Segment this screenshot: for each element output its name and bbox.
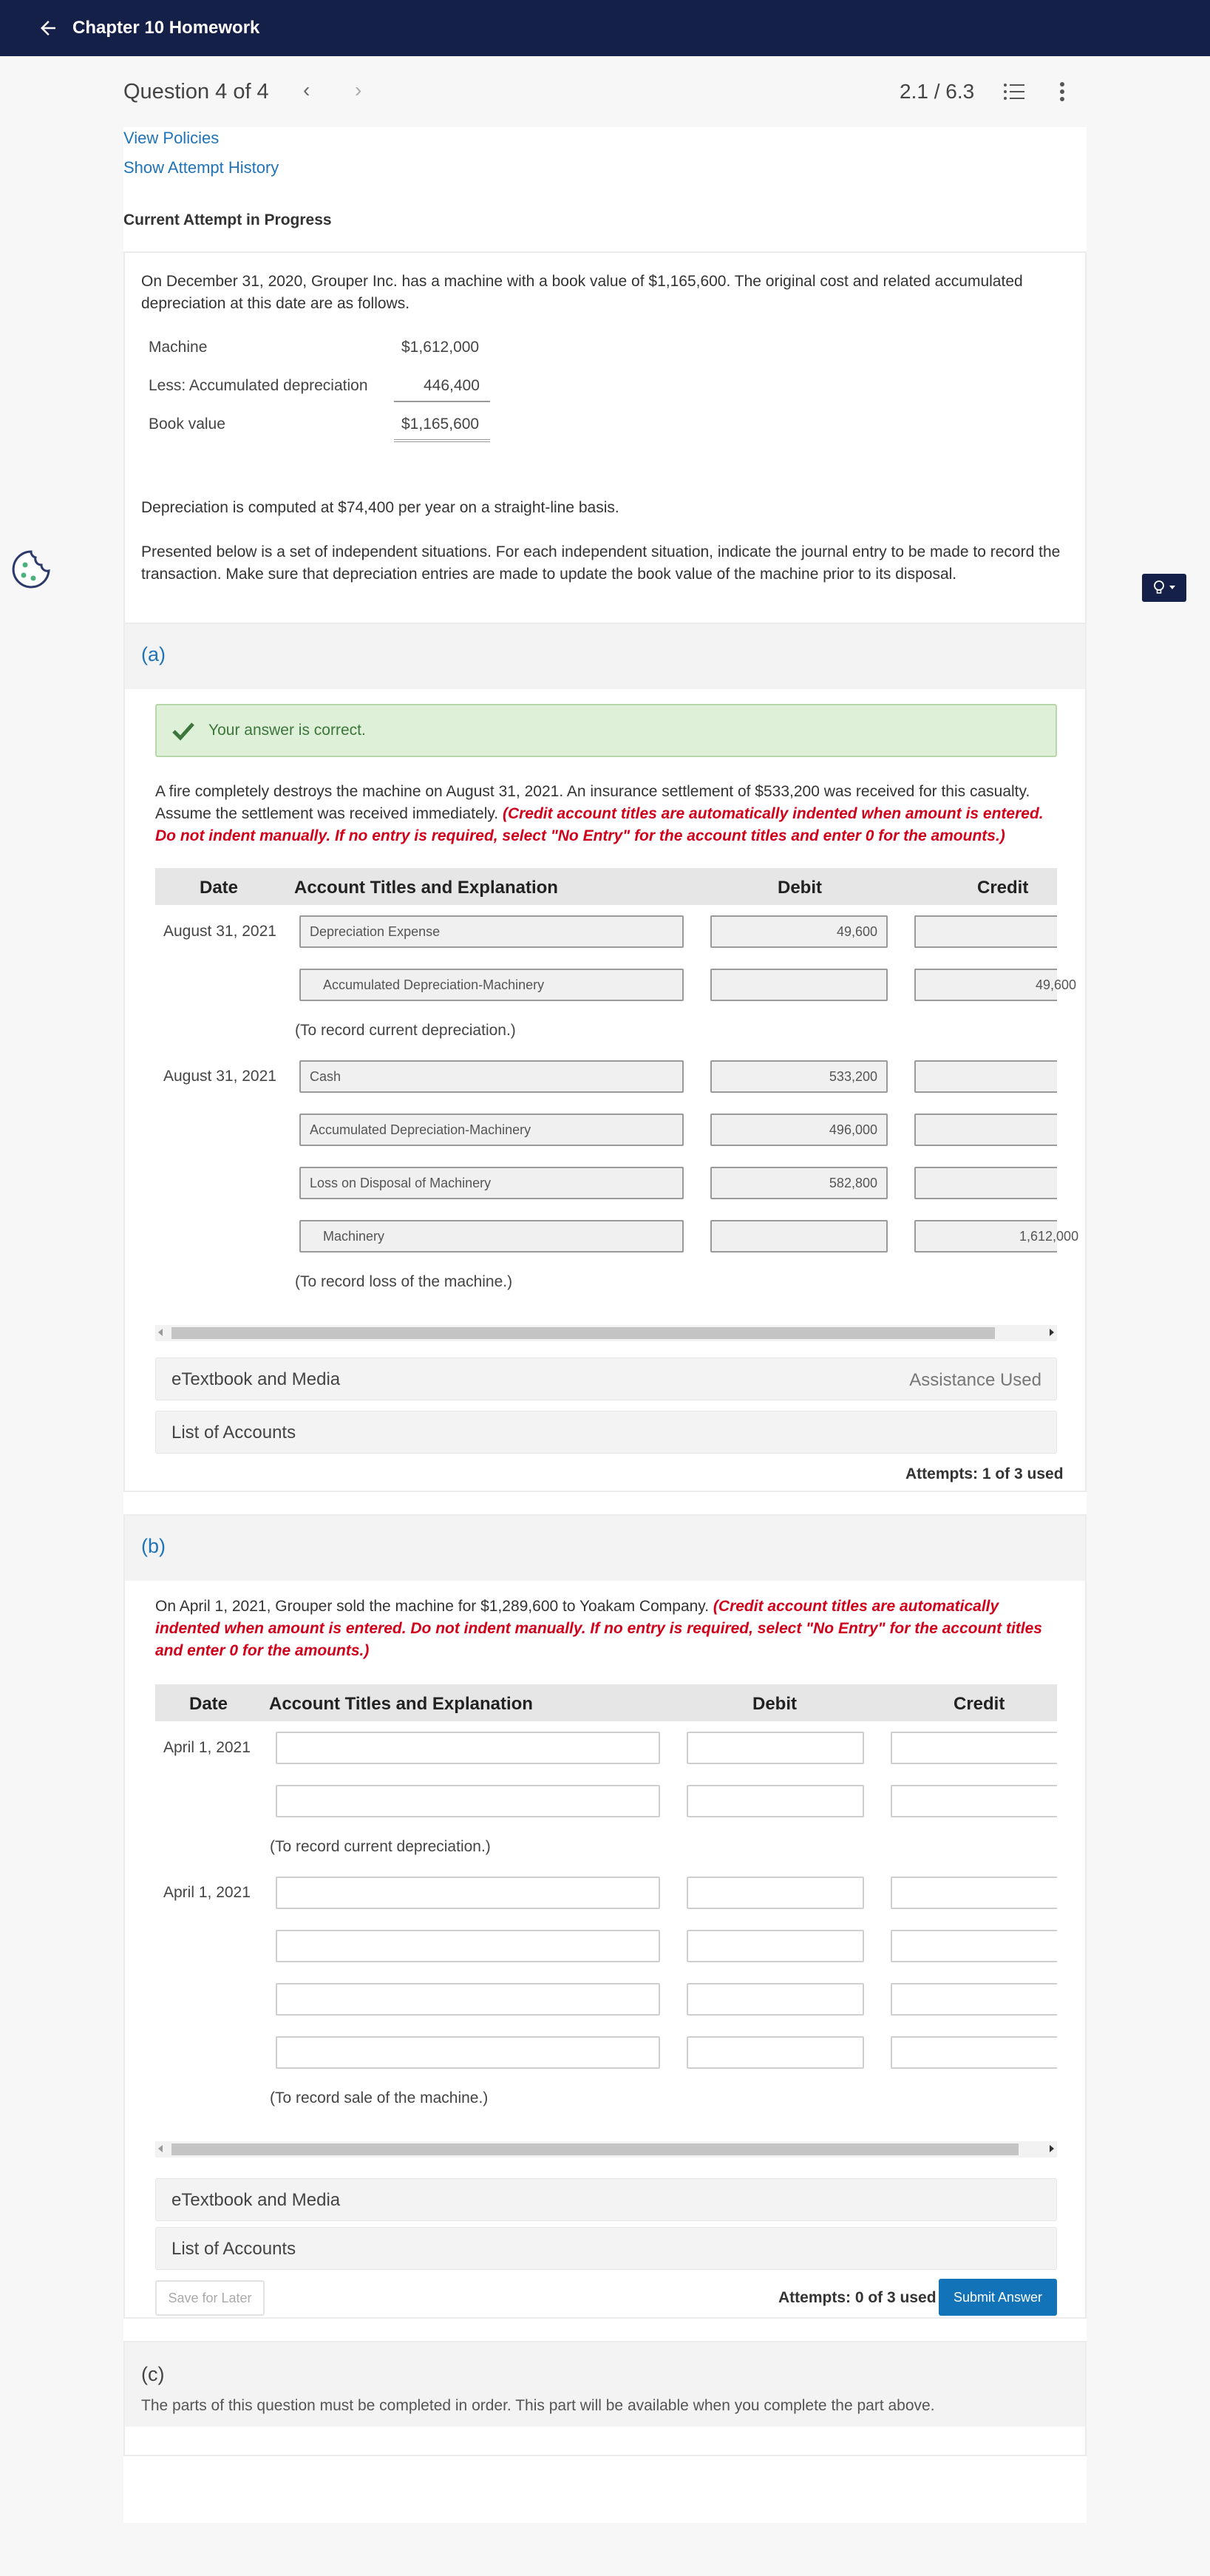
debit-input[interactable] (710, 1220, 888, 1253)
debit-input[interactable]: 49,600 (710, 915, 888, 948)
checkmark-icon (171, 720, 195, 742)
bv-label-accum-dep: Less: Accumulated depreciation (149, 377, 368, 394)
debit-input[interactable] (687, 1877, 864, 1909)
prev-question-icon[interactable]: ‹ (303, 78, 310, 101)
question-counter: Question 4 of 4 (123, 80, 269, 104)
account-input[interactable] (276, 1732, 660, 1764)
credit-input[interactable]: 1,612,000 (914, 1220, 1057, 1253)
account-input[interactable]: Accumulated Depreciation-Machinery (299, 1114, 684, 1146)
scroll-right-icon[interactable] (1050, 2145, 1054, 2152)
credit-input[interactable] (891, 1877, 1057, 1909)
col-date: Date (200, 878, 239, 898)
etextbook-label: eTextbook and Media (171, 1369, 341, 1389)
top-header (0, 0, 1210, 56)
entry-date: April 1, 2021 (163, 1884, 251, 1901)
account-input[interactable] (276, 1785, 660, 1817)
etextbook-bar[interactable] (155, 1358, 1057, 1400)
problem-intro: On December 31, 2020, Grouper Inc. has a machine with a book value of $1,165,600. The original cost and related accumulated depreciation at this date are as follows. (141, 273, 1023, 312)
col-credit: Credit (977, 878, 1029, 898)
credit-input[interactable] (891, 2036, 1057, 2069)
part-a-instructions (155, 781, 1057, 847)
part-a-header (125, 624, 1085, 689)
account-input[interactable]: Accumulated Depreciation-Machinery (299, 969, 684, 1001)
part-b-text: On April 1, 2021, Grouper sold the machine for $1,289,600 to Yoakam Company. (155, 1598, 713, 1615)
question-list-icon[interactable] (1003, 83, 1025, 101)
col-credit: Credit (954, 1694, 1005, 1714)
save-for-later-button[interactable]: Save for Later (155, 2280, 265, 2316)
part-c-locked-message: The parts of this question must be completed in order. This part will be available when you complete the part above. (141, 2397, 935, 2414)
etextbook-label: eTextbook and Media (171, 2190, 341, 2210)
debit-input[interactable] (687, 1930, 864, 1962)
scrollbar-thumb[interactable] (171, 2143, 1019, 2155)
back-arrow-icon[interactable] (37, 17, 59, 39)
entry-date: August 31, 2021 (163, 1068, 276, 1085)
submit-answer-button[interactable]: Submit Answer (939, 2279, 1057, 2316)
part-a-red-note: (Credit account titles are automatically indented when amount is entered. Do not indent manually. If no entry is required, select "No Entry" for the account titles and enter 0 for the amounts.) (155, 805, 1044, 844)
credit-input[interactable] (891, 1930, 1057, 1962)
debit-input[interactable]: 496,000 (710, 1114, 888, 1146)
attempts-counter: Attempts: 1 of 3 used (905, 1465, 1064, 1482)
question-nav-bar (0, 56, 1210, 127)
cookie-settings-icon[interactable] (10, 549, 52, 590)
scroll-left-icon[interactable] (158, 1329, 163, 1336)
attempt-status-heading: Current Attempt in Progress (123, 211, 332, 228)
account-input[interactable]: Cash (299, 1060, 684, 1093)
etextbook-bar[interactable] (155, 2178, 1057, 2221)
bv-label-machine: Machine (149, 339, 208, 356)
question-content (123, 127, 1087, 2523)
part-b-header (125, 1516, 1085, 1581)
entry-note: (To record current depreciation.) (295, 1022, 516, 1039)
part-b-table-header (155, 1684, 1057, 1721)
correct-message: Your answer is correct. (208, 722, 366, 739)
debit-input[interactable]: 582,800 (710, 1167, 888, 1199)
part-a-text: A fire completely destroys the machine on August 31, 2021. An insurance settlement of $533,200 was received for this casualty. Assume the settlement was received immediately. (155, 783, 1030, 822)
scroll-left-icon[interactable] (158, 2145, 163, 2152)
subtotal-rule (394, 401, 490, 402)
entry-note: (To record sale of the machine.) (270, 2089, 489, 2106)
score-display: 2.1 / 6.3 (900, 80, 975, 103)
part-b-label: (b) (141, 1535, 166, 1557)
debit-input[interactable] (687, 1785, 864, 1817)
part-a-table-header (155, 868, 1057, 905)
credit-input[interactable] (914, 1060, 1057, 1093)
part-b-instructions (155, 1596, 1057, 1662)
horizontal-scrollbar[interactable] (155, 2141, 1057, 2158)
credit-input[interactable] (914, 1167, 1057, 1199)
credit-input[interactable] (914, 1114, 1057, 1146)
account-input[interactable] (276, 1930, 660, 1962)
list-of-accounts-bar[interactable] (155, 2227, 1057, 2270)
col-date: Date (189, 1694, 228, 1714)
debit-input[interactable]: 533,200 (710, 1060, 888, 1093)
bv-value-machine: $1,612,000 (401, 339, 480, 356)
debit-input[interactable] (687, 1983, 864, 2016)
lightbulb-icon (1150, 579, 1178, 597)
list-of-accounts-bar[interactable] (155, 1411, 1057, 1454)
scrollbar-thumb[interactable] (171, 1327, 995, 1339)
list-of-accounts-label: List of Accounts (171, 1423, 296, 1443)
debit-input[interactable] (687, 1732, 864, 1764)
total-rule (394, 439, 490, 442)
part-b (123, 1514, 1087, 2319)
debit-input[interactable] (687, 2036, 864, 2069)
debit-input[interactable] (710, 969, 888, 1001)
view-policies-link[interactable]: View Policies (123, 129, 220, 147)
entry-date: April 1, 2021 (163, 1739, 251, 1756)
part-a-label: (a) (141, 643, 166, 665)
account-input[interactable] (276, 1983, 660, 2016)
more-options-icon[interactable] (1058, 81, 1066, 102)
part-b-red-note: (Credit account titles are automatically indented when amount is entered. Do not indent manually. If no entry is required, select "No Entry" for the account titles and enter 0 for the amounts.) (155, 1598, 1042, 1659)
account-input[interactable]: Machinery (299, 1220, 684, 1253)
part-c (123, 2341, 1087, 2456)
credit-input[interactable] (914, 915, 1057, 948)
attempts-counter: Attempts: 0 of 3 used (778, 2289, 937, 2306)
bv-value-accum-dep: 446,400 (424, 377, 480, 394)
credit-input[interactable] (891, 1732, 1057, 1764)
part-c-header (125, 2342, 1085, 2427)
next-question-icon[interactable]: › (355, 78, 362, 101)
show-attempt-history-link[interactable]: Show Attempt History (123, 158, 279, 177)
problem-instructions: Presented below is a set of independent situations. For each independent situation, indicate the journal entry to be made to record the transaction. Make sure that depreciation entries are made to update the book value of the machine prior to its disposal. (141, 543, 1061, 583)
part-a (123, 623, 1087, 1492)
col-debit: Debit (752, 1694, 797, 1714)
scroll-right-icon[interactable] (1050, 1329, 1054, 1336)
account-input[interactable]: Depreciation Expense (299, 915, 684, 948)
correct-answer-banner (155, 704, 1057, 757)
account-input[interactable] (276, 2036, 660, 2069)
credit-input[interactable]: 49,600 (914, 969, 1057, 1001)
credit-input[interactable] (891, 1785, 1057, 1817)
col-account: Account Titles and Explanation (294, 878, 558, 898)
part-c-label: (c) (141, 2363, 165, 2385)
entry-note: (To record loss of the machine.) (295, 1273, 513, 1290)
hint-button[interactable] (1142, 574, 1186, 602)
assistance-used-label: Assistance Used (909, 1370, 1041, 1390)
assignment-title: Chapter 10 Homework (72, 18, 260, 38)
bv-value-book-value: $1,165,600 (401, 416, 480, 433)
account-input[interactable]: Loss on Disposal of Machinery (299, 1167, 684, 1199)
credit-input[interactable] (891, 1983, 1057, 2016)
list-of-accounts-label: List of Accounts (171, 2239, 296, 2259)
col-debit: Debit (778, 878, 822, 898)
col-account: Account Titles and Explanation (269, 1694, 533, 1714)
entry-date: August 31, 2021 (163, 923, 276, 940)
account-input[interactable] (276, 1877, 660, 1909)
depreciation-note: Depreciation is computed at $74,400 per year on a straight-line basis. (141, 499, 619, 516)
horizontal-scrollbar[interactable] (155, 1325, 1057, 1341)
bv-label-book-value: Book value (149, 416, 225, 433)
entry-note: (To record current depreciation.) (270, 1838, 491, 1855)
